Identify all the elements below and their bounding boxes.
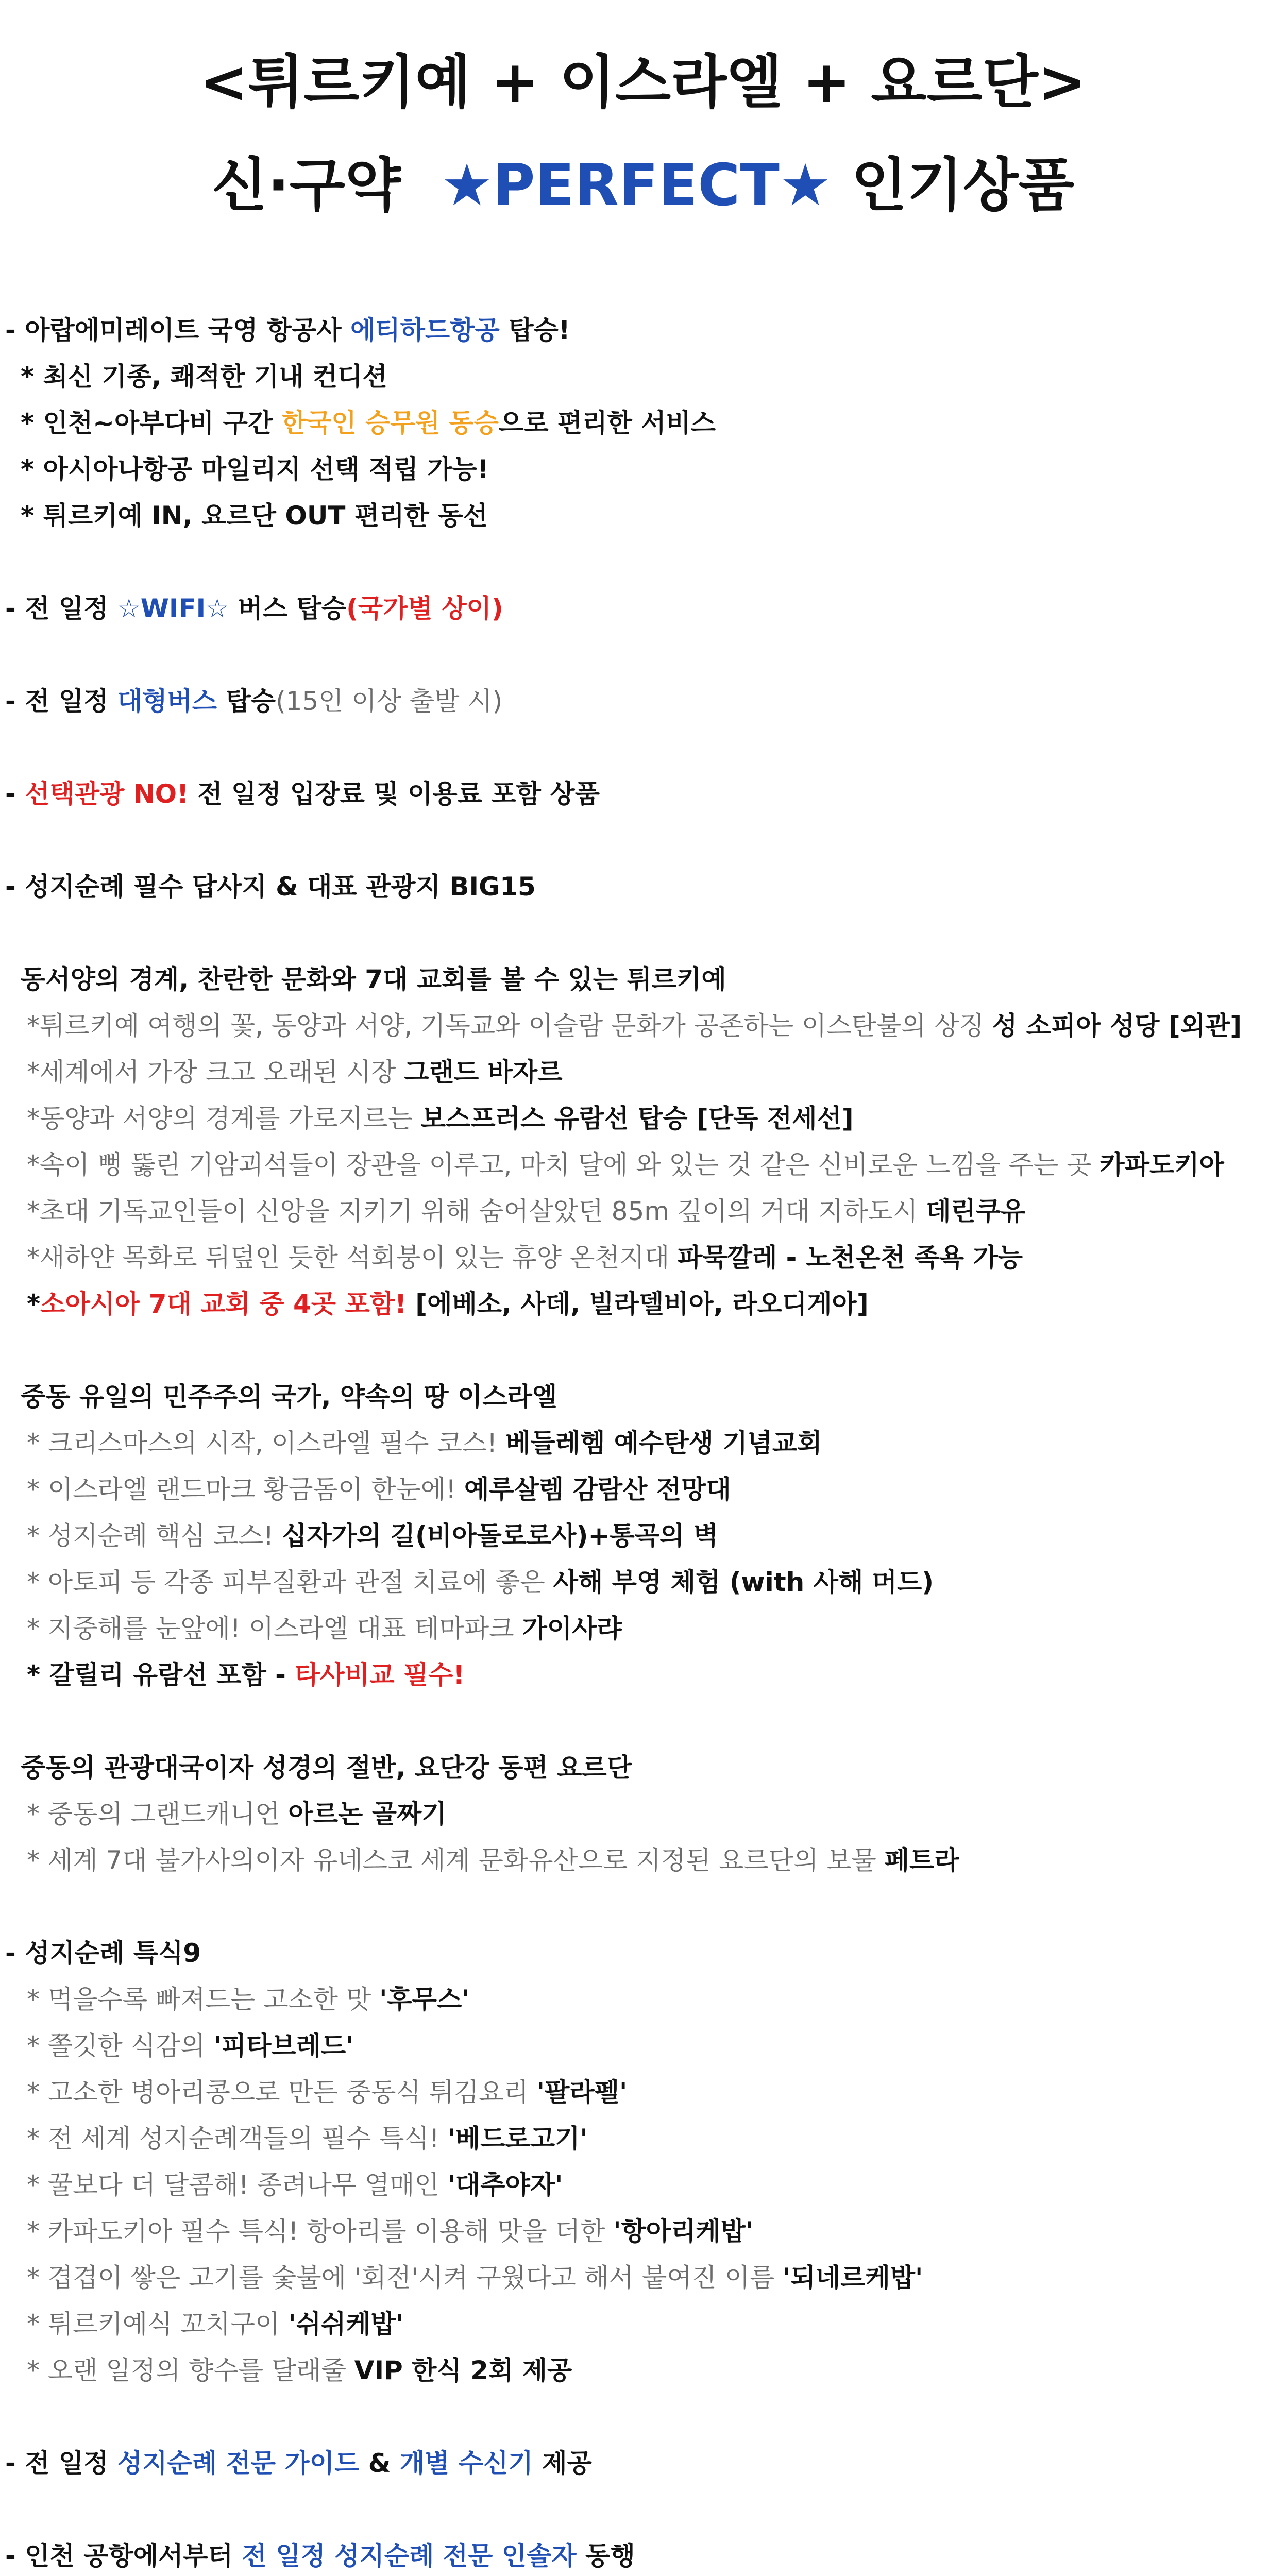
flight-bullet-mileage: * 아시아나항공 마일리지 선택 적립 가능! bbox=[21, 454, 489, 484]
flight-intro-end: 탑승! bbox=[499, 315, 570, 345]
list-item bbox=[5, 2255, 1278, 2301]
jordan-heading: 중동의 관광대국이자 성경의 절반, 요단강 동편 요르단 bbox=[21, 1753, 632, 1783]
item-desc: *동양과 서양의 경계를 가로지르는 bbox=[27, 1104, 421, 1133]
list-item bbox=[5, 1837, 1278, 1884]
list-item bbox=[5, 2162, 1278, 2208]
item-name: VIP 한식 2회 제공 bbox=[354, 2355, 572, 2385]
flight-bullet-aircraft: * 최신 기종, 쾌적한 기내 컨디션 bbox=[21, 362, 387, 392]
crew-text-post: 으로 편리한 서비스 bbox=[498, 408, 716, 438]
escort-line bbox=[5, 2533, 1278, 2576]
list-item bbox=[5, 1188, 1278, 1234]
item-name: 데린쿠유 bbox=[926, 1196, 1026, 1226]
item-name: 가이사랴 bbox=[522, 1614, 622, 1643]
food-heading: - 성지순례 특식9 bbox=[5, 1938, 201, 1968]
turkey-heading: 동서양의 경계, 찬란한 문화와 7대 교회를 볼 수 있는 튀르키예 bbox=[21, 964, 726, 994]
item-name: 예루살렘 감람산 전망대 bbox=[464, 1475, 731, 1504]
list-item bbox=[5, 2069, 1278, 2115]
option-pre: - bbox=[5, 779, 25, 809]
wifi-bus-line bbox=[5, 585, 1278, 632]
list-item bbox=[5, 1281, 1278, 1327]
large-bus-line bbox=[5, 678, 1278, 724]
item-desc: *속이 뻥 뚫린 기암괴석들이 장관을 이루고, 마치 달에 와 있는 것 같은 신비로운 느낌을 주는 곳 bbox=[27, 1150, 1100, 1180]
list-item bbox=[5, 1976, 1278, 2023]
page-title: <튀르키예 + 이스라엘 + 요르단> bbox=[199, 49, 1087, 116]
item-name: '피타브레드' bbox=[213, 2031, 354, 2061]
item-desc: * 전 세계 성지순례객들의 필수 특식! bbox=[27, 2124, 448, 2154]
flight-intro-text: - 아랍에미레이트 국영 항공사 bbox=[5, 315, 350, 345]
item-name: '베드로고기' bbox=[447, 2124, 588, 2154]
item-name: 페트라 bbox=[884, 1845, 959, 1875]
guide-post: 제공 bbox=[533, 2448, 592, 2478]
item-desc: * 오랜 일정의 향수를 달래줄 bbox=[27, 2355, 354, 2385]
item-desc: * 고소한 병아리콩으로 만든 중동식 튀김요리 bbox=[27, 2077, 537, 2107]
item-star: * bbox=[27, 1289, 41, 1319]
list-item bbox=[5, 2301, 1278, 2347]
list-item bbox=[5, 1652, 1278, 1698]
list-item bbox=[5, 2115, 1278, 2162]
guide-pre: - 전 일정 bbox=[5, 2448, 117, 2478]
item-desc: * 겹겹이 쌓은 고기를 숯불에 '회전'시켜 구웠다고 해서 붙여진 이름 bbox=[27, 2263, 783, 2293]
subtitle-prefix: 신·구약 bbox=[211, 152, 442, 219]
item-desc: * 먹을수록 빠져드는 고소한 맛 bbox=[27, 1985, 380, 2014]
guide-highlight: 성지순례 전문 가이드 bbox=[117, 2448, 360, 2478]
item-desc: * 갈릴리 유람선 포함 - bbox=[27, 1660, 295, 1690]
item-name: 사해 부영 체험 (with 사해 머드) bbox=[553, 1567, 934, 1597]
item-desc: * 성지순례 핵심 코스! bbox=[27, 1521, 282, 1551]
list-item bbox=[5, 2208, 1278, 2255]
list-item bbox=[5, 2023, 1278, 2069]
item-name: 카파도키아 bbox=[1099, 1150, 1224, 1180]
bus-note: (15인 이상 출발 시) bbox=[276, 686, 503, 716]
seven-churches-highlight: 소아시아 7대 교회 중 4곳 포함! bbox=[40, 1289, 407, 1319]
option-highlight: 선택관광 NO! bbox=[25, 779, 189, 809]
bus-pre: - 전 일정 bbox=[5, 686, 117, 716]
list-item bbox=[5, 1049, 1278, 1095]
item-name: '대추야자' bbox=[447, 2170, 563, 2200]
flight-intro bbox=[5, 307, 1278, 353]
airline-name: 에티하드항공 bbox=[350, 315, 500, 345]
item-name: 파묵깔레 - 노천온천 족욕 가능 bbox=[678, 1243, 1023, 1273]
item-name: 그랜드 바자르 bbox=[404, 1057, 563, 1087]
escort-pre: - 인천 공항에서부터 bbox=[5, 2541, 242, 2571]
list-item bbox=[5, 1095, 1278, 1142]
flight-bullet-route: * 튀르키예 IN, 요르단 OUT 편리한 동선 bbox=[21, 501, 488, 531]
item-name: [에베소, 사데, 빌라델비아, 라오디게아] bbox=[406, 1289, 869, 1319]
item-desc: * 튀르키예식 꼬치구이 bbox=[27, 2309, 289, 2339]
compare-highlight: 타사비교 필수! bbox=[295, 1660, 465, 1690]
big15-heading: - 성지순례 필수 답사지 & 대표 관광지 BIG15 bbox=[5, 872, 536, 902]
wifi-highlight: ☆WIFI☆ bbox=[117, 594, 229, 623]
wifi-note: (국가별 상이) bbox=[346, 594, 503, 623]
crew-highlight: 한국인 승무원 동승 bbox=[281, 408, 499, 438]
item-name: 십자가의 길(비아돌로로사)+통곡의 벽 bbox=[282, 1521, 718, 1551]
item-name: '되네르케밥' bbox=[783, 2263, 923, 2293]
item-desc: * 카파도키아 필수 특식! 항아리를 이용해 맛을 더한 bbox=[27, 2216, 614, 2246]
list-item bbox=[5, 1559, 1278, 1605]
item-name: 베들레헴 예수탄생 기념교회 bbox=[505, 1428, 822, 1458]
item-name: 성 소피아 성당 [외관] bbox=[992, 1011, 1242, 1041]
item-desc: * 쫄깃한 식감의 bbox=[27, 2031, 214, 2061]
item-desc: * 이스라엘 랜드마크 황금돔이 한눈에! bbox=[27, 1475, 465, 1504]
list-item bbox=[5, 1142, 1278, 1188]
item-desc: *새하얀 목화로 뒤덮인 듯한 석회붕이 있는 휴양 온천지대 bbox=[27, 1243, 678, 1273]
item-desc: * 지중해를 눈앞에! 이스라엘 대표 테마파크 bbox=[27, 1614, 522, 1643]
page-subtitle bbox=[0, 149, 1286, 222]
escort-post: 동행 bbox=[576, 2541, 635, 2571]
wifi-pre: - 전 일정 bbox=[5, 594, 117, 623]
list-item bbox=[5, 1791, 1278, 1837]
subtitle-suffix: 인기상품 bbox=[831, 152, 1075, 219]
item-desc: * 중동의 그랜드캐니언 bbox=[27, 1799, 289, 1829]
perfect-badge: ★PERFECT★ bbox=[441, 152, 832, 219]
list-item bbox=[5, 1513, 1278, 1559]
list-item bbox=[5, 1420, 1278, 1466]
item-desc: * 꿀보다 더 달콤해! 종려나무 열매인 bbox=[27, 2170, 448, 2200]
item-desc: *세계에서 가장 크고 오래된 시장 bbox=[27, 1057, 404, 1087]
item-name: 아르논 골짜기 bbox=[288, 1799, 447, 1829]
israel-heading: 중동 유일의 민주주의 국가, 약속의 땅 이스라엘 bbox=[21, 1382, 557, 1412]
item-name: 보스프러스 유람선 탑승 [단독 전세선] bbox=[420, 1104, 854, 1133]
wifi-mid: 버스 탑승 bbox=[229, 594, 347, 623]
bus-highlight: 대형버스 bbox=[117, 686, 217, 716]
guide-mid: & bbox=[359, 2448, 400, 2478]
item-name: '팔라펠' bbox=[536, 2077, 628, 2107]
option-post: 전 일정 입장료 및 이용료 포함 상품 bbox=[188, 779, 600, 809]
item-name: '쉬쉬케밥' bbox=[288, 2309, 404, 2339]
no-option-line bbox=[5, 771, 1278, 817]
receiver-highlight: 개별 수신기 bbox=[399, 2448, 533, 2478]
item-desc: * 크리스마스의 시작, 이스라엘 필수 코스! bbox=[27, 1428, 506, 1458]
item-desc: * 세계 7대 불가사의이자 유네스코 세계 문화유산으로 지정된 요르단의 보물 bbox=[27, 1845, 885, 1875]
flight-bullet-crew bbox=[5, 400, 1278, 446]
list-item bbox=[5, 1466, 1278, 1513]
bus-mid: 탑승 bbox=[217, 686, 276, 716]
item-desc: * 아토피 등 각종 피부질환과 관절 치료에 좋은 bbox=[27, 1567, 553, 1597]
item-desc: *초대 기독교인들이 신앙을 지키기 위해 숨어살았던 85m 깊이의 거대 지하도시 bbox=[27, 1196, 926, 1226]
item-name: '항아리케밥' bbox=[613, 2216, 754, 2246]
product-details bbox=[5, 307, 1278, 2576]
list-item bbox=[5, 1605, 1278, 1652]
escort-highlight: 전 일정 성지순례 전문 인솔자 bbox=[242, 2541, 577, 2571]
guide-line bbox=[5, 2440, 1278, 2486]
item-name: '후무스' bbox=[379, 1985, 470, 2014]
list-item bbox=[5, 1234, 1278, 1281]
crew-text-pre: * 인천~아부다비 구간 bbox=[21, 408, 282, 438]
item-desc: *튀르키예 여행의 꽃, 동양과 서양, 기독교와 이슬람 문화가 공존하는 이스탄불의 상징 bbox=[27, 1011, 992, 1041]
list-item bbox=[5, 1003, 1278, 1049]
list-item bbox=[5, 2347, 1278, 2394]
